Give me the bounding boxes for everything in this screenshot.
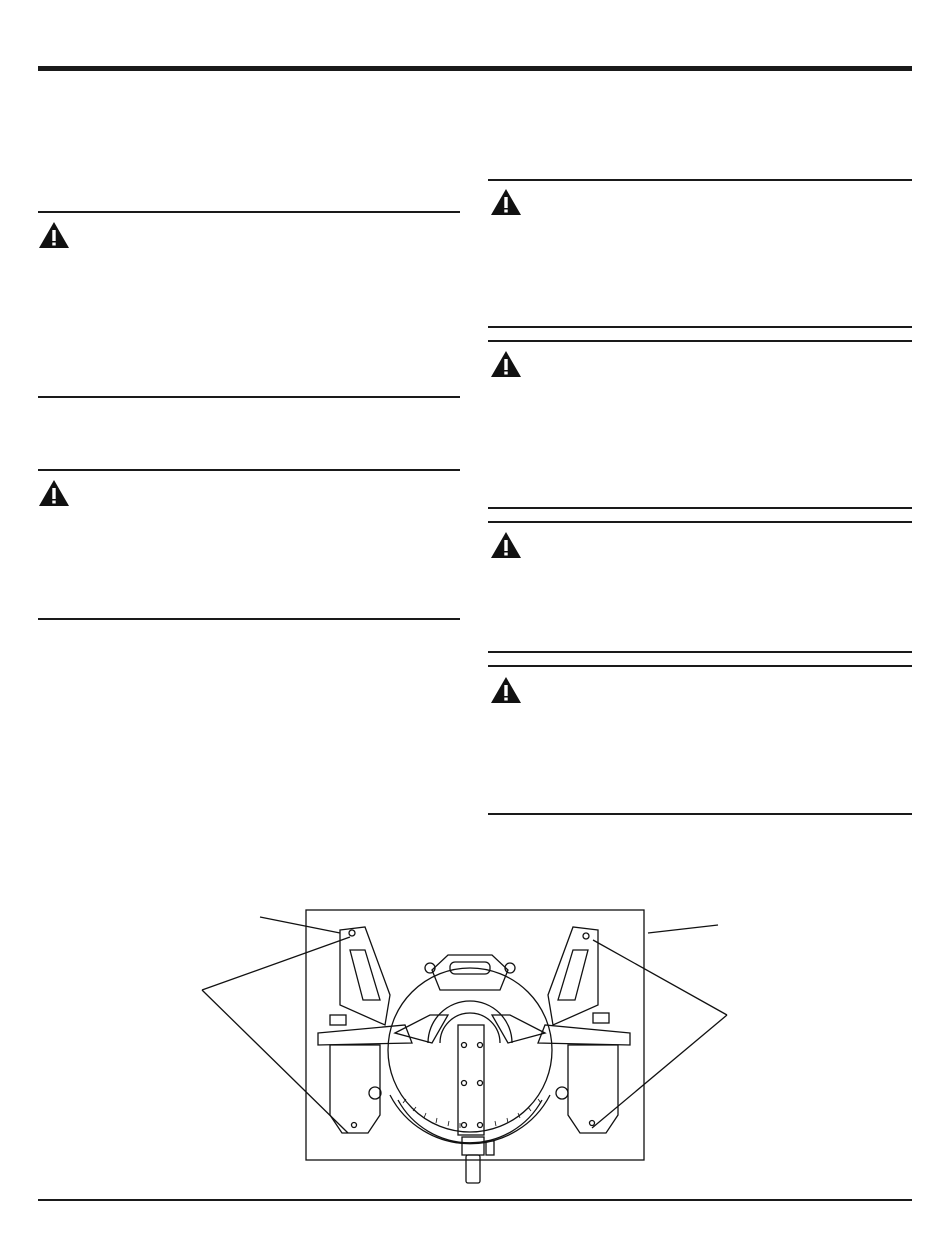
right-warning-4-bottom-rule xyxy=(488,813,912,815)
footer-rule xyxy=(38,1199,912,1201)
warning-triangle-icon xyxy=(490,530,522,560)
header-rule xyxy=(38,66,912,71)
right-warning-4-top-rule xyxy=(488,665,912,667)
right-warning-1-bottom-rule xyxy=(488,326,912,328)
warning-triangle-icon xyxy=(38,478,70,508)
right-warning-1-top-rule xyxy=(488,179,912,181)
right-warning-3-top-rule xyxy=(488,521,912,523)
warning-triangle-icon xyxy=(490,675,522,705)
left-warning-1-top-rule xyxy=(38,211,460,213)
left-warning-2-top-rule xyxy=(38,469,460,471)
right-warning-2-top-rule xyxy=(488,340,912,342)
right-warning-3-bottom-rule xyxy=(488,651,912,653)
left-warning-2-bottom-rule xyxy=(38,618,460,620)
miter-saw-figure xyxy=(200,905,740,1190)
warning-triangle-icon xyxy=(38,220,70,250)
warning-triangle-icon xyxy=(490,349,522,379)
warning-triangle-icon xyxy=(490,187,522,217)
right-warning-2-bottom-rule xyxy=(488,507,912,509)
left-warning-1-bottom-rule xyxy=(38,396,460,398)
